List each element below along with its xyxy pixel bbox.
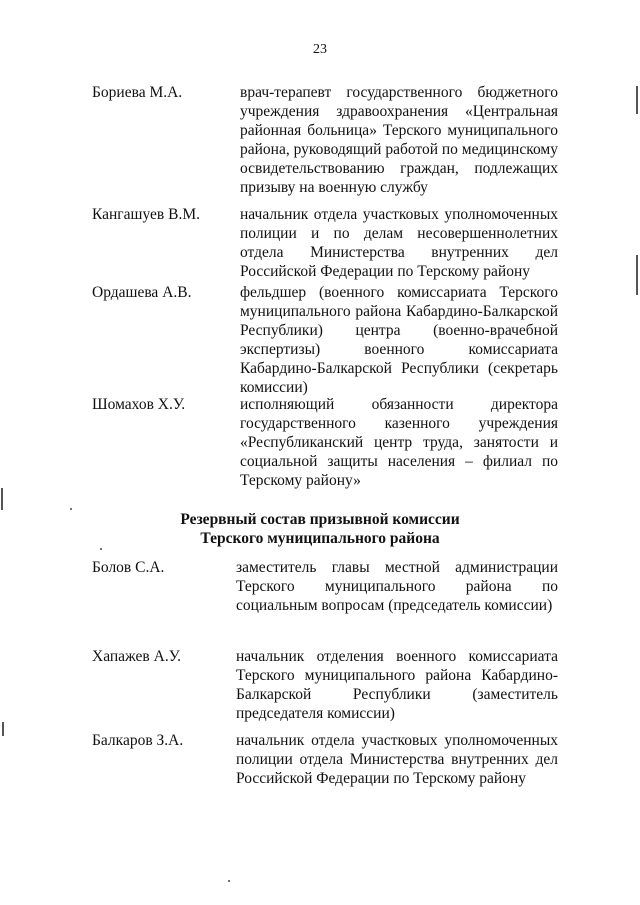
reserve-member-entry — [92, 647, 181, 666]
scan-edge-mark — [1, 488, 3, 510]
page-number: 23 — [313, 42, 327, 57]
reserve-section-title — [0, 510, 640, 548]
member-entry — [92, 283, 191, 302]
member-description: исполняющий обязанности директора государственного казенного учреждения «Республиканский центр труда, занятости и социальной защиты населения – филиал по Терскому району» — [240, 396, 558, 489]
member-description: врач-терапевт государственного бюджетного учреждения здравоохранения «Центральная районная больница» Терского муниципального района, руководящий работой по медицинскому освидетельствованию граждан, подлежащих призыву на военную службу — [240, 84, 558, 196]
reserve-member-description: начальник отдела участковых уполномоченных полиции отдела Министерства внутренних дел Российской Федерации по Терскому району — [236, 732, 558, 787]
scan-dot — [100, 548, 102, 550]
member-entry — [92, 83, 182, 102]
member-entry — [92, 205, 200, 224]
reserve-member-name: Балкаров З.А. — [92, 732, 184, 749]
reserve-member-description: начальник отделения военного комиссариата Терского муниципального района Кабардино-Балкарской Республики (заместитель председателя комиссии) — [236, 648, 558, 722]
member-name: Шомахов Х.У. — [92, 396, 186, 413]
reserve-member-name: Болов С.А. — [92, 559, 165, 576]
reserve-title-line2: Терского муниципального района — [200, 530, 440, 547]
member-name: Ордашева А.В. — [92, 284, 192, 301]
scan-dot — [70, 508, 72, 510]
reserve-member-entry — [92, 731, 183, 750]
scan-edge-mark — [636, 255, 638, 295]
reserve-member-description: заместитель главы местной администрации Терского муниципального района по социальным вопросам (председатель комиссии) — [236, 559, 558, 614]
member-description: фельдшер (военного комиссариата Терского муниципального района Кабардино-Балкарской Республики) центра (военно-врачебной экспертизы) военного комиссариата Кабардино-Балкарской Республики (секретарь комиссии) — [240, 284, 558, 396]
member-entry — [92, 395, 185, 414]
reserve-title-line1: Резервный состав призывной комиссии — [180, 511, 460, 528]
scan-edge-mark — [636, 86, 638, 114]
scan-dot — [228, 880, 230, 882]
scan-edge-mark — [2, 722, 4, 736]
member-name: Бориева М.А. — [92, 84, 183, 101]
member-description: начальник отдела участковых уполномоченных полиции и по делам несовершеннолетних отдела Министерства внутренних дел Российской Федерации по Терскому району — [240, 206, 558, 280]
reserve-member-entry — [92, 558, 164, 577]
reserve-member-name: Хапажев А.У. — [92, 648, 182, 665]
member-name: Кангашуев В.М. — [92, 206, 200, 223]
